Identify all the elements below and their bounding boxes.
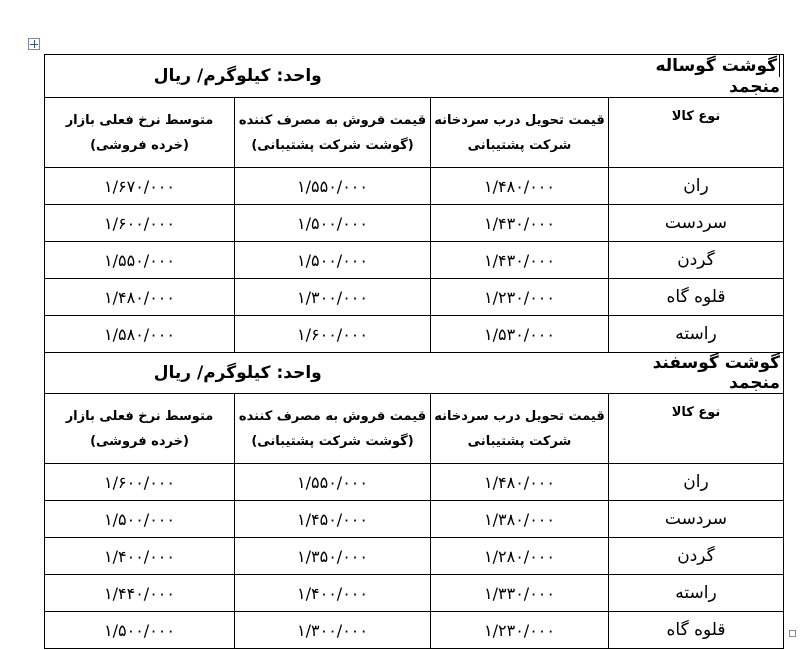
item-cell[interactable]: گردن bbox=[609, 538, 784, 575]
consumer-price-cell[interactable]: ۱/۳۵۰/۰۰۰ bbox=[235, 538, 431, 575]
consumer-price-cell[interactable]: ۱/۳۰۰/۰۰۰ bbox=[235, 279, 431, 316]
delivery-price-cell[interactable]: ۱/۵۳۰/۰۰۰ bbox=[431, 316, 609, 353]
market-price-cell[interactable]: ۱/۶۷۰/۰۰۰ bbox=[45, 168, 235, 205]
table-row bbox=[45, 575, 784, 612]
table-row bbox=[45, 316, 784, 353]
market-price-cell[interactable]: ۱/۵۸۰/۰۰۰ bbox=[45, 316, 235, 353]
item-cell[interactable]: ران bbox=[609, 168, 784, 205]
header-market-price[interactable]: متوسط نرخ فعلی بازار (خرده فروشی) bbox=[45, 394, 235, 464]
table-row bbox=[45, 168, 784, 205]
market-price-cell[interactable]: ۱/۶۰۰/۰۰۰ bbox=[45, 205, 235, 242]
market-price-cell[interactable]: ۱/۵۰۰/۰۰۰ bbox=[45, 612, 235, 649]
table-row bbox=[45, 242, 784, 279]
section-unit[interactable]: واحد: کیلوگرم/ ریال bbox=[45, 353, 431, 394]
header-item-type[interactable]: نوع کالا bbox=[609, 98, 784, 168]
column-header-row bbox=[45, 394, 784, 464]
delivery-price-cell[interactable]: ۱/۴۳۰/۰۰۰ bbox=[431, 242, 609, 279]
market-price-cell[interactable]: ۱/۵۵۰/۰۰۰ bbox=[45, 242, 235, 279]
table-row bbox=[45, 205, 784, 242]
delivery-price-cell[interactable]: ۱/۴۸۰/۰۰۰ bbox=[431, 464, 609, 501]
market-price-cell[interactable]: ۱/۶۰۰/۰۰۰ bbox=[45, 464, 235, 501]
market-price-cell[interactable]: ۱/۴۴۰/۰۰۰ bbox=[45, 575, 235, 612]
delivery-price-cell[interactable]: ۱/۲۳۰/۰۰۰ bbox=[431, 279, 609, 316]
delivery-price-cell[interactable]: ۱/۲۸۰/۰۰۰ bbox=[431, 538, 609, 575]
item-cell[interactable]: سردست bbox=[609, 205, 784, 242]
header-delivery-price[interactable]: قیمت تحویل درب سردخانه شرکت پشتیبانی bbox=[431, 394, 609, 464]
consumer-price-cell[interactable]: ۱/۵۵۰/۰۰۰ bbox=[235, 168, 431, 205]
consumer-price-cell[interactable]: ۱/۵۰۰/۰۰۰ bbox=[235, 205, 431, 242]
table-row bbox=[45, 464, 784, 501]
delivery-price-cell[interactable]: ۱/۳۸۰/۰۰۰ bbox=[431, 501, 609, 538]
item-cell[interactable]: ران bbox=[609, 464, 784, 501]
item-cell[interactable]: راسته bbox=[609, 575, 784, 612]
column-header-row bbox=[45, 98, 784, 168]
section-title[interactable]: گوشت گوساله منجمد bbox=[609, 55, 784, 98]
text-cursor bbox=[779, 55, 780, 77]
delivery-price-cell[interactable]: ۱/۳۳۰/۰۰۰ bbox=[431, 575, 609, 612]
market-price-cell[interactable]: ۱/۴۸۰/۰۰۰ bbox=[45, 279, 235, 316]
consumer-price-cell[interactable]: ۱/۵۵۰/۰۰۰ bbox=[235, 464, 431, 501]
item-cell[interactable]: قلوه گاه bbox=[609, 612, 784, 649]
section-unit[interactable]: واحد: کیلوگرم/ ریال bbox=[45, 55, 431, 98]
consumer-price-cell[interactable]: ۱/۵۰۰/۰۰۰ bbox=[235, 242, 431, 279]
section-title[interactable]: گوشت گوسفند منجمد bbox=[609, 353, 784, 394]
table-move-handle-icon[interactable] bbox=[28, 38, 40, 50]
consumer-price-cell[interactable]: ۱/۴۰۰/۰۰۰ bbox=[235, 575, 431, 612]
consumer-price-cell[interactable]: ۱/۳۰۰/۰۰۰ bbox=[235, 612, 431, 649]
item-cell[interactable]: راسته bbox=[609, 316, 784, 353]
market-price-cell[interactable]: ۱/۴۰۰/۰۰۰ bbox=[45, 538, 235, 575]
header-consumer-price[interactable]: قیمت فروش به مصرف کننده (گوشت شرکت پشتیبانی) bbox=[235, 394, 431, 464]
header-delivery-price[interactable]: قیمت تحویل درب سردخانه شرکت پشتیبانی bbox=[431, 98, 609, 168]
consumer-price-cell[interactable]: ۱/۴۵۰/۰۰۰ bbox=[235, 501, 431, 538]
section-header-row bbox=[45, 55, 784, 98]
section-header-spacer[interactable] bbox=[431, 55, 609, 98]
market-price-cell[interactable]: ۱/۵۰۰/۰۰۰ bbox=[45, 501, 235, 538]
header-item-type[interactable]: نوع کالا bbox=[609, 394, 784, 464]
section-header-spacer[interactable] bbox=[431, 353, 609, 394]
price-table bbox=[44, 54, 784, 649]
table-row bbox=[45, 501, 784, 538]
header-market-price[interactable]: متوسط نرخ فعلی بازار (خرده فروشی) bbox=[45, 98, 235, 168]
table-row bbox=[45, 538, 784, 575]
item-cell[interactable]: سردست bbox=[609, 501, 784, 538]
delivery-price-cell[interactable]: ۱/۴۸۰/۰۰۰ bbox=[431, 168, 609, 205]
delivery-price-cell[interactable]: ۱/۲۳۰/۰۰۰ bbox=[431, 612, 609, 649]
table-resize-handle-icon[interactable] bbox=[789, 630, 796, 637]
item-cell[interactable]: قلوه گاه bbox=[609, 279, 784, 316]
item-cell[interactable]: گردن bbox=[609, 242, 784, 279]
table-row bbox=[45, 279, 784, 316]
section-header-row bbox=[45, 353, 784, 394]
table-row bbox=[45, 612, 784, 649]
delivery-price-cell[interactable]: ۱/۴۳۰/۰۰۰ bbox=[431, 205, 609, 242]
consumer-price-cell[interactable]: ۱/۶۰۰/۰۰۰ bbox=[235, 316, 431, 353]
header-consumer-price[interactable]: قیمت فروش به مصرف کننده (گوشت شرکت پشتیبانی) bbox=[235, 98, 431, 168]
